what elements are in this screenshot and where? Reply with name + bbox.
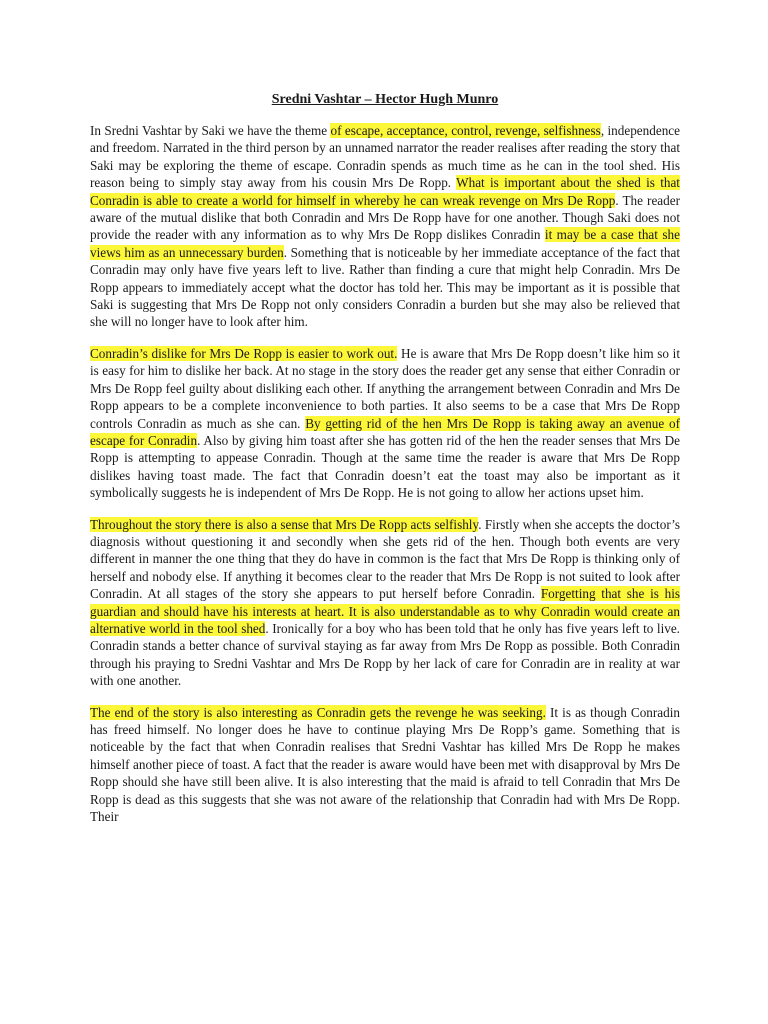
highlighted-text: it may be a case that she views him as an unnecessary burden (90, 227, 680, 260)
text-segment: In Sredni Vashtar by Saki we have the theme (90, 123, 331, 138)
highlighted-text: Forgetting that she is his guardian and should have his interests at heart. It is also understandable as to why Conradin would create an alternative world in the tool shed (90, 586, 681, 636)
text-segment: . Something that is noticeable by her immediate acceptance of the fact that Conradin may only have five years left to live. Rather than finding a cure that might help Conradin. Mrs De Ropp appears to immediately accept what the doctor has told her. This may be important as it is possible that Saki is suggesting that Mrs De Ropp not only considers Conradin a burden but she may also be relieved that she will no longer have to look after him. (90, 244, 680, 330)
text-segment: , independence and freedom. Narrated in the third person by an unnamed narrator the reader realises after reading the story that Saki may be exploring the theme of escape. Conradin spends as much time as he can in the tool shed. His reason being to simply stay away from his cousin Mrs De Ropp. (90, 123, 680, 191)
highlighted-text: By getting rid of the hen Mrs De Ropp is taking away an avenue of escape for Conradin (90, 415, 680, 448)
highlighted-text: The end of the story is also interesting as Conradin gets the revenge he was seeking. (90, 704, 546, 720)
highlighted-text: What is important about the shed is that Conradin is able to create a world for himself in whereby he can wreak revenge on Mrs De Ropp (90, 175, 680, 208)
paragraph-2 (90, 345, 680, 502)
paragraph-1 (90, 122, 680, 331)
text-segment: It is as though Conradin has freed himself. No longer does he have to continue playing Mrs De Ropp’s game. Something that is noticeable by the fact that when Conradin realises that Sredni Vashtar has killed Mrs De Ropp he makes himself another piece of toast. A fact that the reader is aware would have been met with disapproval by Mrs De Ropp should she have still been alive. It is also interesting that the maid is afraid to tell Conradin that Mrs De Ropp is dead as this suggests that she was not aware of the relationship that Conradin had with Mrs De Ropp. Their (90, 704, 680, 825)
highlighted-text: of escape, acceptance, control, revenge, selfishness (330, 123, 601, 138)
paragraph-4 (90, 704, 680, 826)
text-segment: . Firstly when she accepts the doctor’s diagnosis without questioning it and secondly when she gets rid of the hen. Though both events are very different in manner the one thing that they do have in common is the fact that Mrs De Ropp is thinking only of herself and nobody else. If anything it becomes clear to the reader that Mrs De Ropp is not suited to look after Conradin. At all stages of the story she appears to put herself before Conradin. (90, 516, 680, 602)
text-segment: . Ironically for a boy who has been told that he only has five years left to live. Conradin stands a better chance of survival staying as far away from Mrs De Ropp as possible. Both Conradin through his praying to Sredni Vashtar and Mrs De Ropp by her lack of care for Conradin are in reality at war with one another. (90, 620, 680, 689)
highlighted-text: Throughout the story there is also a sense that Mrs De Ropp acts selfishly (90, 516, 479, 532)
paragraph-3 (90, 516, 680, 690)
highlighted-text: Conradin’s dislike for Mrs De Ropp is easier to work out. (90, 345, 398, 361)
text-segment: . The reader aware of the mutual dislike that both Conradin and Mrs De Ropp have for one another. Though Saki does not provide the reader with any information as to why Mrs De Ropp dislikes Conradin (90, 192, 680, 243)
text-segment: . Also by giving him toast after she has gotten rid of the hen the reader senses that Mrs De Ropp is attempting to appease Conradin. Though at the same time the reader is aware that Mrs De Ropp dislikes having toast made. The fact that Conradin doesn’t eat the toast may also be important as it symbolically suggests he is independent of Mrs De Ropp. He is not going to allow her actions upset him. (90, 432, 680, 501)
text-segment: He is aware that Mrs De Ropp doesn’t like him so it is easy for him to dislike her back. At no stage in the story does the reader get any sense that either Conradin or Mrs De Ropp feel guilty about disliking each other. If anything the arrangement between Conradin and Mrs De Ropp appears to be a complete inconvenience to both parties. It also seems to be a case that Mrs De Ropp controls Conradin as much as she can. (90, 345, 680, 431)
document-title: Sredni Vashtar – Hector Hugh Munro (271, 92, 499, 107)
